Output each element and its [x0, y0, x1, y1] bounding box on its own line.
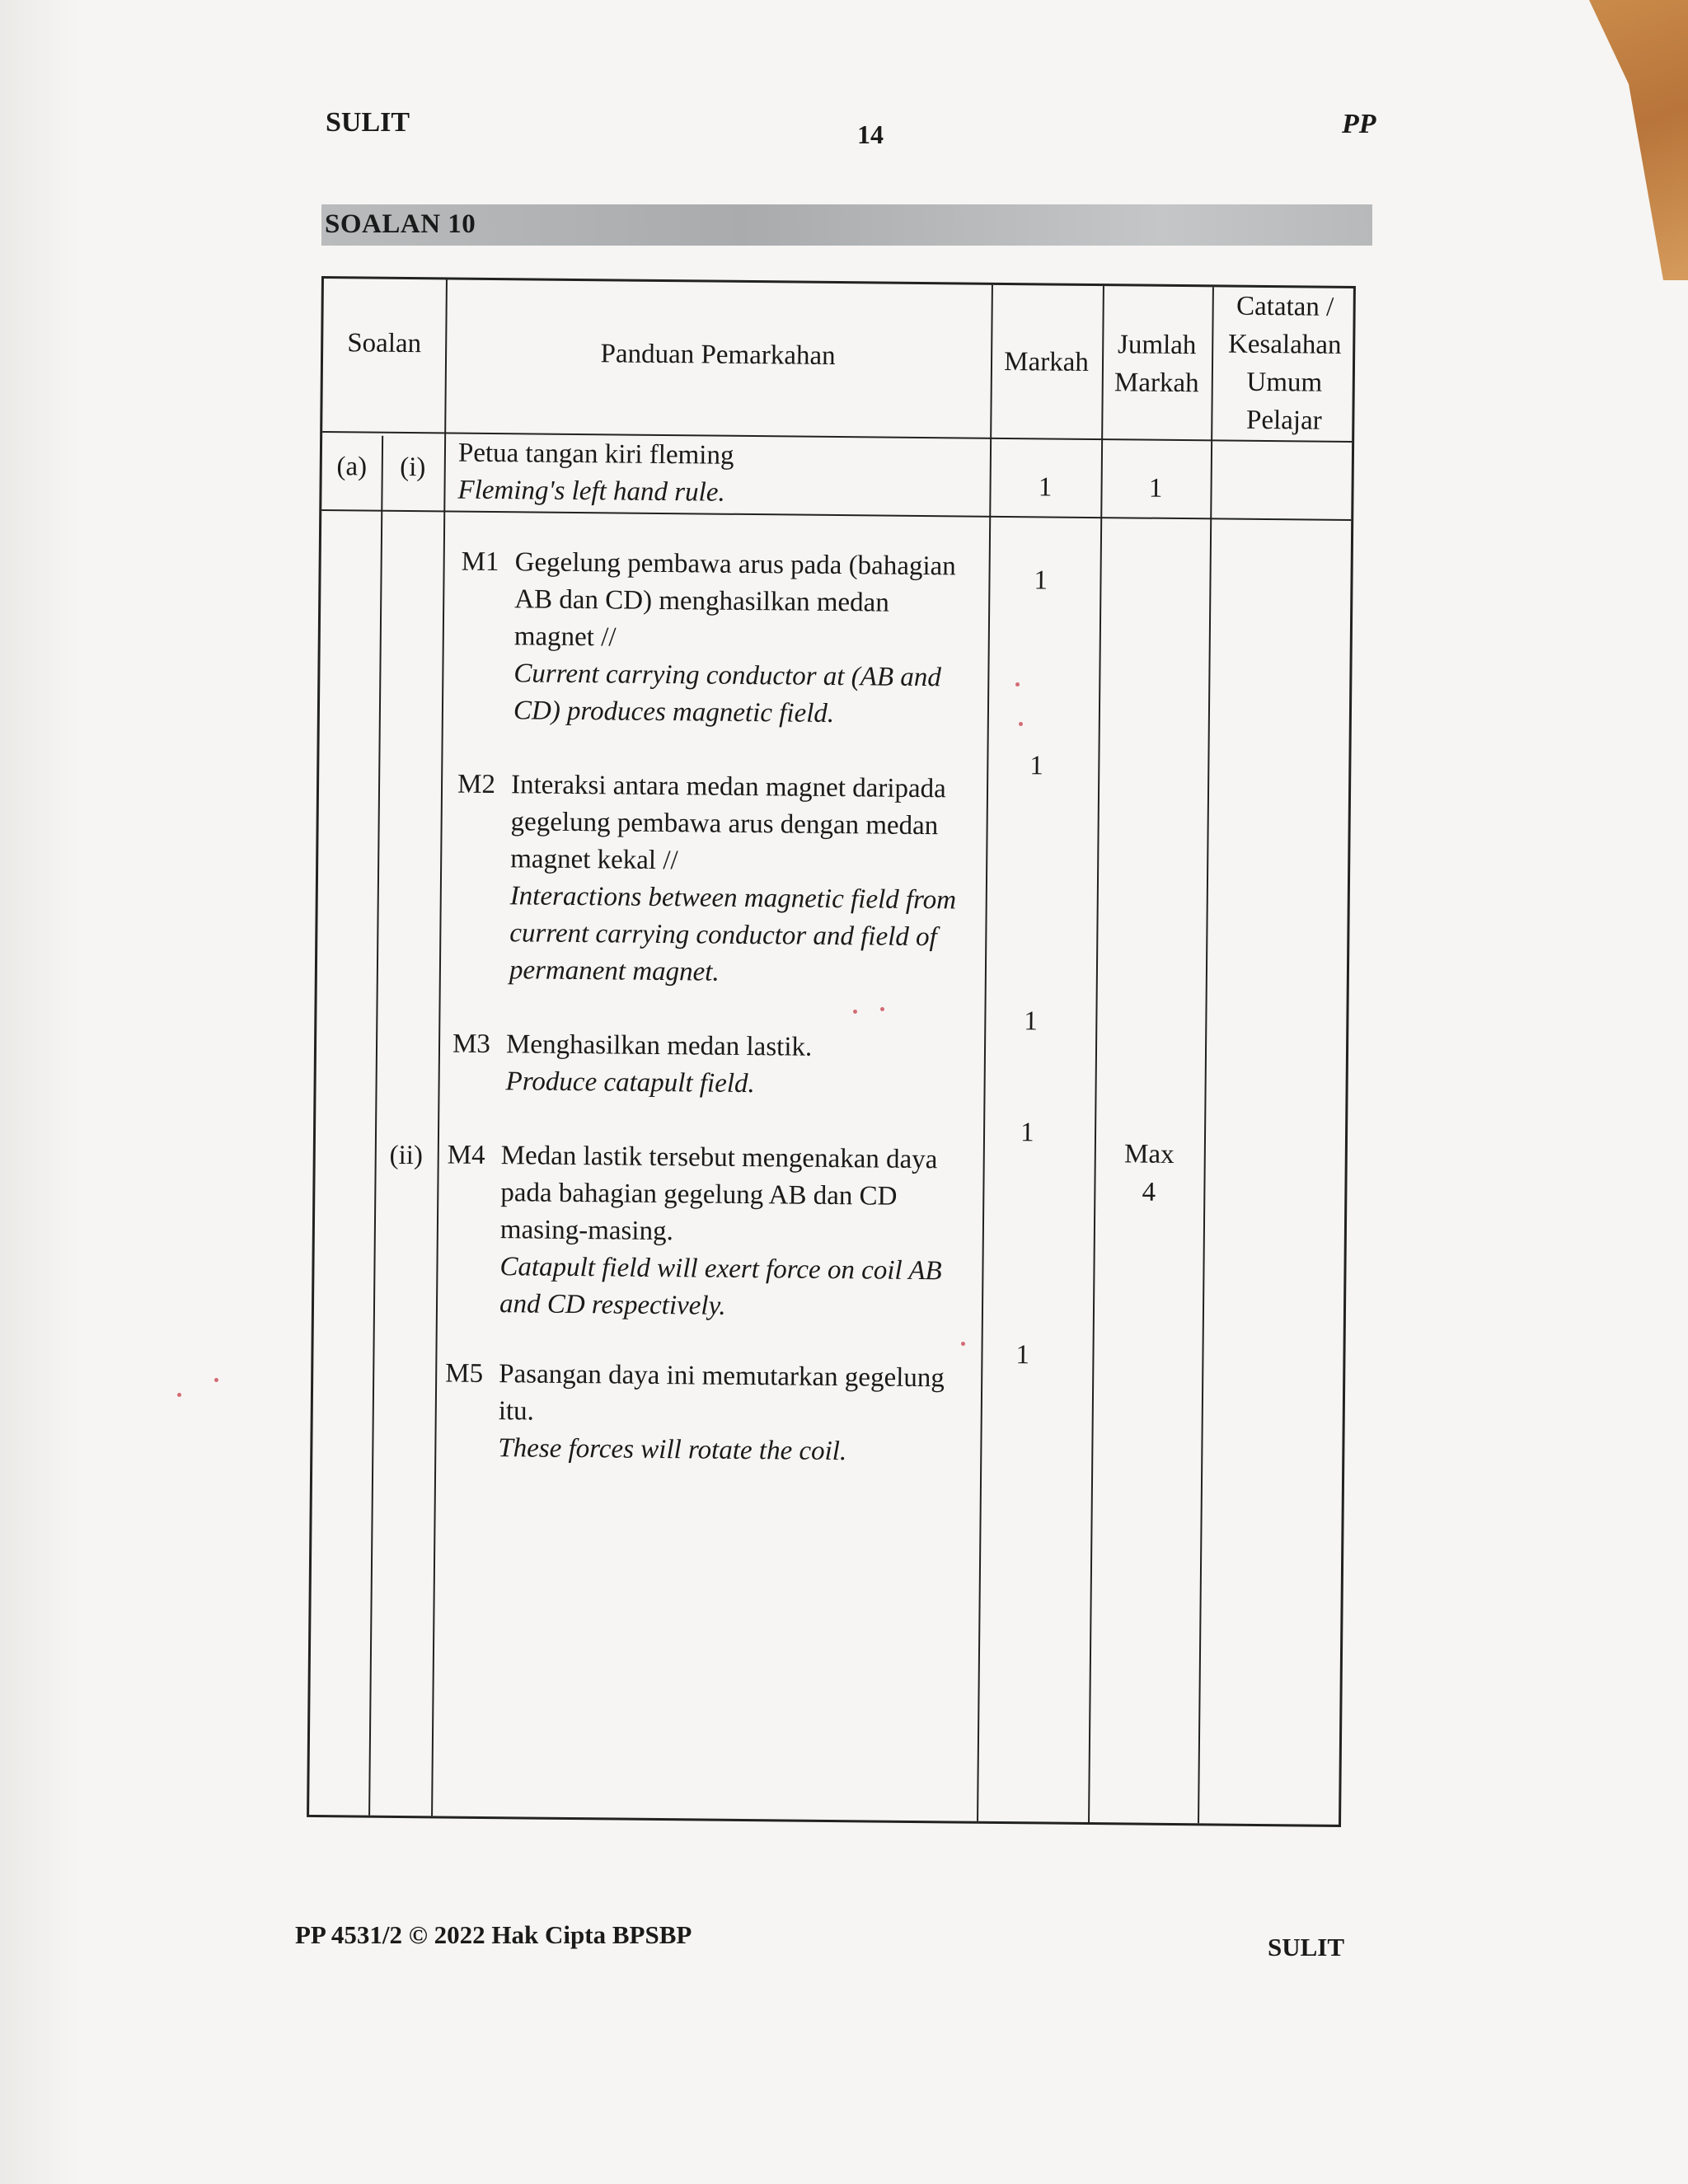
answer-a-i-english: Fleming's left hand rule.	[457, 475, 725, 508]
header-panduan: Panduan Pemarkahan	[600, 339, 836, 371]
ink-speck	[1015, 682, 1020, 687]
mark-a-i: 1	[1038, 472, 1053, 503]
header-catatan	[1211, 287, 1358, 440]
point-text: pada bahagian gegelung AB dan CD	[500, 1178, 898, 1212]
mark-m4: 1	[1020, 1118, 1034, 1148]
ink-speck	[214, 1378, 218, 1382]
header-markah: Markah	[1004, 346, 1090, 377]
point-label: M2	[457, 769, 496, 800]
header-catatan-line2: Kesalahan	[1227, 329, 1342, 360]
total-max-value: 4	[1142, 1177, 1156, 1207]
header-soalan: Soalan	[347, 328, 422, 359]
point-text: magnet //	[513, 621, 617, 653]
point-text-english: current carrying conductor and field of	[509, 918, 937, 953]
point-text-english: These forces will rotate the coil.	[498, 1433, 847, 1467]
sub-label-ii: (ii)	[389, 1140, 424, 1171]
header-code-right: PP	[1342, 109, 1376, 139]
point-text-english: CD) produces magnetic field.	[513, 696, 835, 729]
point-text: magnet kekal //	[510, 844, 678, 876]
col-divider-part	[368, 436, 383, 1816]
ink-speck	[880, 1007, 884, 1011]
point-m1	[460, 544, 956, 734]
point-text: Pasangan daya ini memutarkan gegelung	[499, 1359, 945, 1394]
footer-copyright: PP 4531/2 © 2022 Hak Cipta BPSBP	[295, 1920, 692, 1949]
point-text: AB dan CD) menghasilkan medan	[514, 584, 889, 618]
point-m2	[456, 766, 958, 994]
marking-scheme-table	[307, 276, 1356, 1827]
header-jumlah-markah	[1102, 326, 1212, 402]
total-max-label: Max	[1123, 1139, 1175, 1169]
header-classification-left: SULIT	[326, 107, 410, 138]
point-text-english: Catapult field will exert force on coil AB	[499, 1252, 942, 1286]
mark-m3: 1	[1024, 1006, 1039, 1037]
point-text: Medan lastik tersebut mengenakan daya	[500, 1141, 938, 1175]
section-banner	[321, 204, 1372, 246]
point-text: Gegelung pembawa arus pada (bahagian	[514, 547, 956, 582]
point-label: M3	[452, 1029, 491, 1060]
mark-m5: 1	[1015, 1340, 1030, 1371]
sub-label-i: (i)	[400, 452, 426, 483]
point-text-english: Current carrying conductor at (AB and	[513, 658, 941, 693]
point-text: itu.	[498, 1396, 535, 1427]
ink-speck	[177, 1393, 181, 1397]
background-wood-surface	[1589, 0, 1688, 280]
header-catatan-line1: Catatan /	[1236, 291, 1334, 322]
point-m5	[444, 1356, 945, 1472]
footer-classification: SULIT	[1268, 1933, 1345, 1961]
part-label-a: (a)	[336, 452, 368, 482]
header-catatan-line4: Pelajar	[1245, 405, 1322, 436]
page-edge-shadow	[0, 0, 78, 2184]
ink-speck	[961, 1342, 965, 1346]
header-jumlah-line2: Markah	[1114, 368, 1199, 399]
point-label: M4	[447, 1140, 485, 1170]
header-jumlah-line1: Jumlah	[1117, 330, 1197, 361]
point-text-english: and CD respectively.	[499, 1289, 726, 1321]
total-a-i: 1	[1148, 473, 1163, 504]
point-text: Interaksi antara medan magnet daripada	[510, 770, 946, 804]
ink-speck	[1019, 722, 1023, 726]
point-m3	[452, 1026, 812, 1104]
point-text: masing-masing.	[499, 1215, 673, 1247]
answer-a-i-malay: Petua tangan kiri fleming	[457, 438, 734, 471]
section-title: SOALAN 10	[325, 209, 476, 239]
point-text: gegelung pembawa arus dengan medan	[510, 807, 939, 841]
point-text-english: Interactions between magnetic field from	[509, 881, 957, 916]
point-text-english: Produce catapult field.	[505, 1066, 755, 1099]
ink-speck	[853, 1010, 857, 1014]
page-number: 14	[857, 120, 884, 149]
mark-m2: 1	[1029, 751, 1044, 781]
header-catatan-line3: Umum	[1246, 367, 1323, 398]
mark-m1: 1	[1034, 565, 1048, 596]
point-m4	[446, 1137, 943, 1328]
total-a-ii	[1094, 1135, 1204, 1212]
point-label: M1	[461, 546, 499, 578]
row-ai-divider	[321, 509, 1351, 521]
point-text: Menghasilkan medan lastik.	[505, 1029, 813, 1062]
answer-a-i	[457, 435, 734, 512]
point-text-english: permanent magnet.	[509, 955, 720, 987]
point-label: M5	[445, 1358, 484, 1389]
